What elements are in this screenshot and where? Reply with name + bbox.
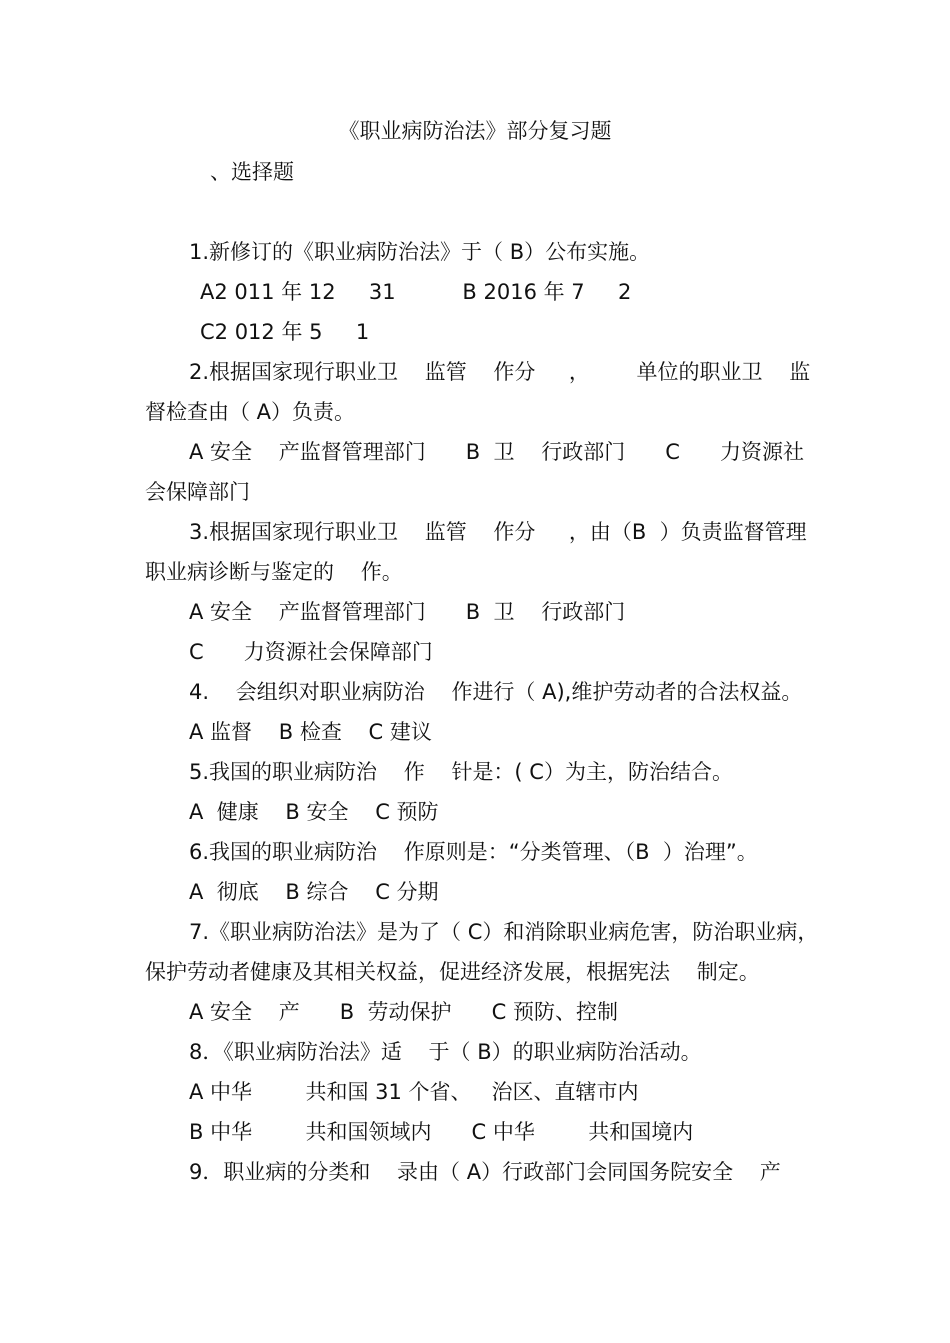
text-line: A 中华 共和国 31 个省、 治区、直辖市内 xyxy=(189,1080,639,1104)
text-line: 3.根据国家现行职业卫 监管 作分 ，由（B ）负责监督管理 xyxy=(189,520,807,544)
text-line: 职业病诊断与鉴定的 作。 xyxy=(145,560,403,584)
text-line: 5.我国的职业病防治 作 针是：( C）为主，防治结合。 xyxy=(189,760,733,784)
text-line: A 健康 B 安全 C 预防 xyxy=(189,800,439,824)
text-line: 9．职业病的分类和 录由（ A）行政部门会同国务院安全 产 xyxy=(189,1160,781,1184)
text-line: 2.根据国家现行职业卫 监管 作分 ， 单位的职业卫 监 xyxy=(189,360,811,384)
text-line: A 安全 产监督管理部门 B 卫 行政部门 C 力资源社 xyxy=(189,440,805,464)
text-line: A 彻底 B 综合 C 分期 xyxy=(189,880,439,904)
text-line: 4. 会组织对职业病防治 作进行（ A),维护劳动者的合法权益。 xyxy=(189,680,803,704)
text-line: 督检查由（ A）负责。 xyxy=(145,400,356,424)
text-line: 6.我国的职业病防治 作原则是：“分类管理、（B ）治理”。 xyxy=(189,840,758,864)
text-line: A 安全 产 B 劳动保护 C 预防、控制 xyxy=(189,1000,618,1024)
document-title: 《职业病防治法》部分复习题 xyxy=(338,119,612,143)
text-line: A 监督 B 检查 C 建议 xyxy=(189,720,432,744)
text-line: 7.《职业病防治法》是为了（ C）和消除职业病危害，防治职业病， xyxy=(189,920,819,944)
text-line: 保护劳动者健康及其相关权益，促进经济发展，根据宪法 制定。 xyxy=(145,960,760,984)
text-line: A2 011 年 12 31 B 2016 年 7 2 xyxy=(200,280,632,304)
text-line: 会保障部门 xyxy=(145,480,250,504)
text-line: B 中华 共和国领域内 C 中华 共和国境内 xyxy=(189,1120,694,1144)
text-line: C2 012 年 5 1 xyxy=(200,320,370,344)
text-line: C 力资源社会保障部门 xyxy=(189,640,433,664)
text-line: 1.新修订的《职业病防治法》于（ B）公布实施。 xyxy=(189,240,651,264)
text-line: A 安全 产监督管理部门 B 卫 行政部门 xyxy=(189,600,626,624)
section-heading: 、选择题 xyxy=(210,160,294,184)
text-line: 8．《职业病防治法》适 于（ B）的职业病防治活动。 xyxy=(189,1040,702,1064)
